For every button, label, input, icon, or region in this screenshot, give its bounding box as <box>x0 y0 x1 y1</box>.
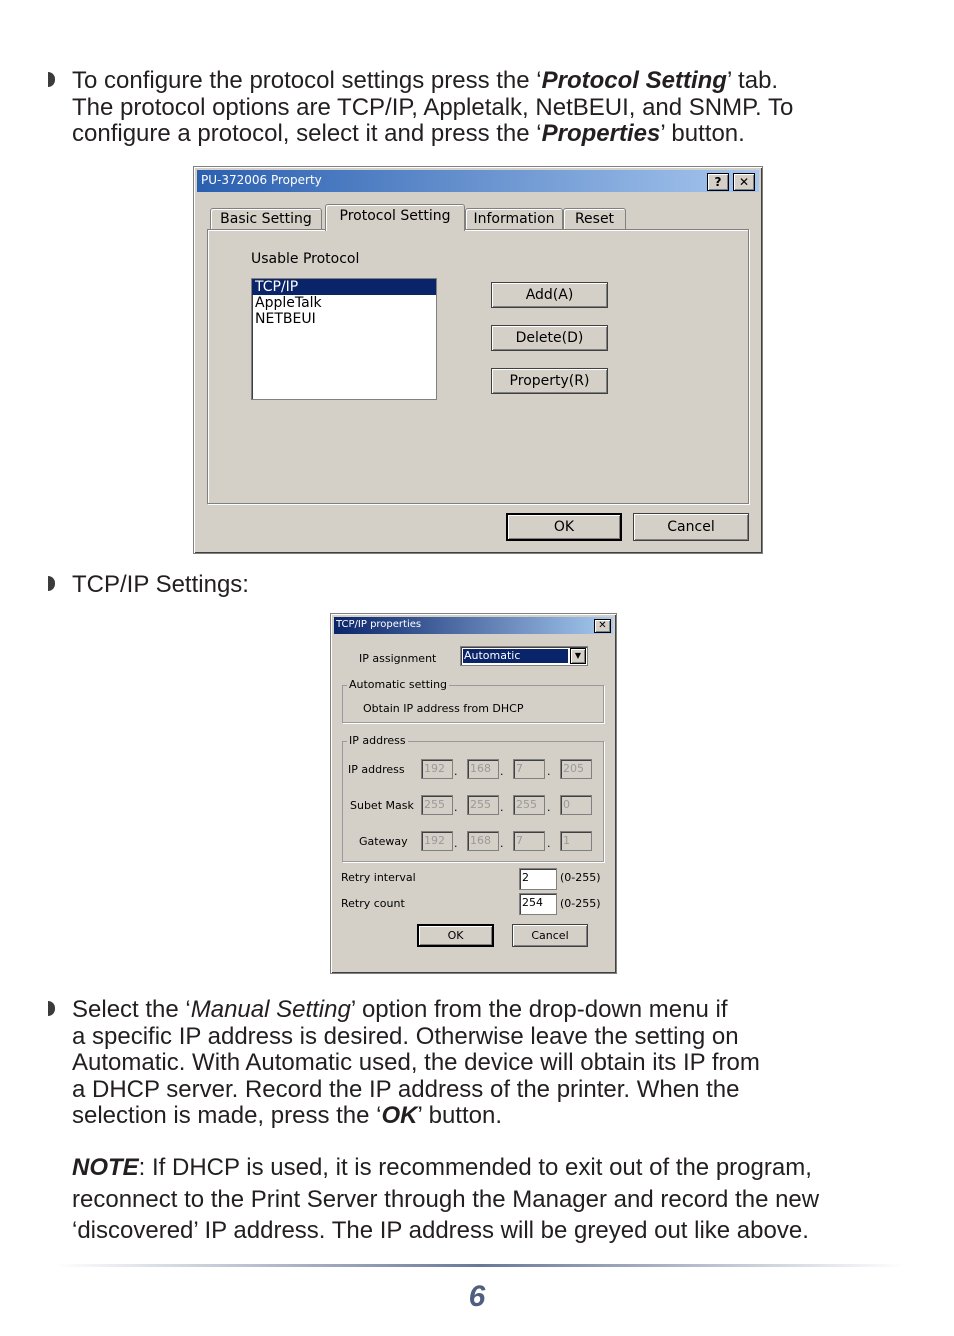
manual-setting-paragraph <box>72 997 760 1130</box>
ip-octet-4: 205 <box>560 759 592 779</box>
mask-octet-3: 255 <box>513 795 545 815</box>
properties-emphasis: Properties <box>541 120 661 147</box>
manual-setting-emphasis: Manual Setting <box>190 996 351 1023</box>
retry-interval-input[interactable]: 2 <box>519 868 557 890</box>
close-button[interactable]: ✕ <box>594 619 611 633</box>
list-item[interactable]: NETBEUI <box>255 311 316 327</box>
dropdown-selected-value <box>463 649 568 663</box>
bullet-marker <box>48 72 55 87</box>
dot-separator: . <box>547 765 551 778</box>
ip-octet-1: 192 <box>421 759 453 779</box>
gateway-octet-3: 7 <box>513 831 545 851</box>
gateway-octet-2: 168 <box>467 831 499 851</box>
text-segment: ’ option from the drop-down menu if <box>350 996 728 1023</box>
gateway-octet-4: 1 <box>560 831 592 851</box>
delete-button[interactable]: Delete(D) <box>491 325 608 351</box>
dot-separator: . <box>547 837 551 850</box>
text-segment: ’ button. <box>417 1102 502 1129</box>
ok-emphasis: OK <box>381 1102 418 1129</box>
text-segment: Automatic. With Automatic used, the device will obtain its IP from <box>72 1049 760 1076</box>
property-button[interactable]: Property(R) <box>491 368 608 394</box>
dot-separator: . <box>500 765 504 778</box>
list-item[interactable]: AppleTalk <box>255 295 322 311</box>
text-segment: ’ tab. <box>726 67 779 94</box>
retry-count-input[interactable]: 254 <box>519 893 557 915</box>
ok-button[interactable]: OK <box>506 513 622 541</box>
tab-basic-setting[interactable]: Basic Setting <box>210 208 322 229</box>
dot-separator: . <box>454 765 458 778</box>
text-segment: a DHCP server. Record the IP address of the printer. When the <box>72 1075 740 1103</box>
mask-octet-4: 0 <box>560 795 592 815</box>
retry-interval-label: Retry interval <box>341 871 416 884</box>
close-button[interactable]: ✕ <box>733 173 755 191</box>
tab-reset[interactable]: Reset <box>563 208 626 229</box>
text-segment: reconnect to the Print Server through the Manager and record the new <box>72 1185 820 1213</box>
bullet-marker <box>48 576 55 591</box>
tab-panel <box>207 229 749 504</box>
text-segment: Select the ‘ <box>72 996 191 1023</box>
dot-separator: . <box>454 801 458 814</box>
text-segment: : If DHCP is used, it is recommended to exit out of the program, <box>138 1154 812 1181</box>
footer-divider <box>55 1264 905 1267</box>
add-button[interactable]: Add(A) <box>491 282 608 308</box>
tab-information[interactable]: Information <box>465 208 563 229</box>
retry-count-label: Retry count <box>341 897 405 910</box>
text-segment: a specific IP address is desired. Otherwise leave the setting on <box>72 1022 739 1050</box>
bullet-marker <box>48 1001 55 1016</box>
note-label: NOTE <box>72 1154 139 1181</box>
automatic-setting-label: Automatic setting <box>349 678 448 691</box>
gateway-label: Gateway <box>359 835 408 848</box>
dropdown-value: Automatic <box>464 649 521 662</box>
page-number: 6 <box>468 1280 486 1313</box>
ip-address-group <box>342 734 604 862</box>
retry-interval-range: (0-255) <box>560 871 601 884</box>
subnet-mask-label: Subet Mask <box>350 799 414 812</box>
text-segment: selection is made, press the ‘ <box>72 1102 382 1129</box>
mask-octet-2: 255 <box>467 795 499 815</box>
tab-protocol-setting[interactable]: Protocol Setting <box>325 204 465 231</box>
intro-paragraph <box>72 68 793 148</box>
ip-octet-2: 168 <box>467 759 499 779</box>
text-segment: configure a protocol, select it and press the ‘ <box>72 120 542 147</box>
protocol-setting-emphasis: Protocol Setting <box>541 67 727 94</box>
dialog-title: TCP/IP properties <box>336 619 422 630</box>
help-button[interactable]: ? <box>707 173 729 191</box>
text-segment: The protocol options are TCP/IP, Appletalk, NetBEUI, and SNMP. To <box>72 93 794 121</box>
protocol-list[interactable] <box>251 278 437 400</box>
dialog-title: PU-372006 Property <box>201 173 322 187</box>
title-bar <box>197 170 759 192</box>
text-segment: To configure the protocol settings press the ‘ <box>72 67 542 94</box>
usable-protocol-label: Usable Protocol <box>251 251 360 267</box>
note-paragraph <box>72 1152 819 1247</box>
dot-separator: . <box>547 801 551 814</box>
tcpip-properties-dialog <box>330 613 617 974</box>
cancel-button[interactable]: Cancel <box>512 924 588 947</box>
text-segment: ‘discovered’ IP address. The IP address will be greyed out like above. <box>72 1217 809 1244</box>
tcpip-settings-heading: TCP/IP Settings: <box>72 571 249 598</box>
dot-separator: . <box>500 837 504 850</box>
ip-octet-3: 7 <box>513 759 545 779</box>
ip-assignment-label: IP assignment <box>359 652 437 665</box>
ip-address-label: IP address <box>348 763 405 776</box>
mask-octet-1: 255 <box>421 795 453 815</box>
chevron-down-icon[interactable]: ▼ <box>570 648 586 664</box>
ok-button[interactable]: OK <box>417 924 494 947</box>
dot-separator: . <box>454 837 458 850</box>
list-item[interactable]: TCP/IP <box>252 279 436 295</box>
ip-assignment-dropdown[interactable] <box>460 646 588 666</box>
cancel-button[interactable]: Cancel <box>633 513 749 541</box>
ip-address-group-label: IP address <box>349 734 406 747</box>
automatic-setting-group <box>342 678 604 723</box>
text-segment: ’ button. <box>660 120 745 147</box>
title-bar <box>334 617 613 634</box>
property-dialog <box>193 166 763 554</box>
retry-count-range: (0-255) <box>560 897 601 910</box>
dhcp-text: Obtain IP address from DHCP <box>363 702 524 715</box>
gateway-octet-1: 192 <box>421 831 453 851</box>
dot-separator: . <box>500 801 504 814</box>
